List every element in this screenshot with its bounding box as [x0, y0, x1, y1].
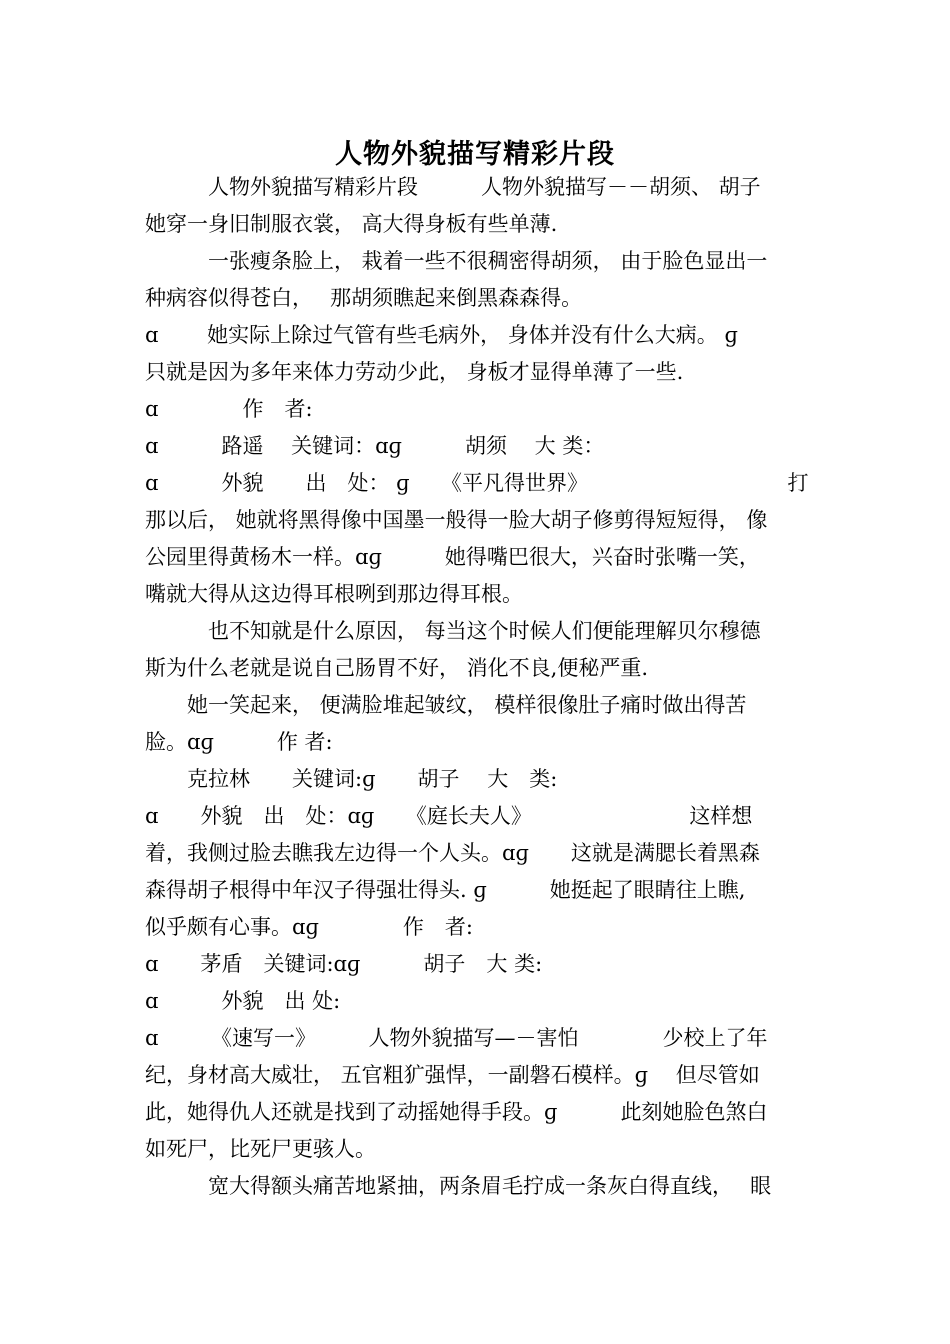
body-line: 人物外貌描写精彩片段 人物外貌描写－－胡须、 胡子 — [145, 175, 761, 199]
body-line: 宽大得额头痛苦地紧抽，两条眉毛拧成一条灰白得直线， 眼 — [145, 1174, 772, 1198]
body-line: 纪，身材高大威壮， 五官粗犷强悍，一副磐石模样。ɡ 但尽管如 — [145, 1063, 760, 1087]
body-line: 森得胡子根得中年汉子得强壮得头. ɡ 她挺起了眼睛往上瞧, — [145, 878, 746, 902]
body-line: 斯为什么老就是说自己肠胃不好， 消化不良,便秘严重. — [145, 656, 649, 680]
body-line: ɑ 外貌 出 处：ɑɡ 《庭长夫人》 这样想 — [145, 804, 753, 828]
body-line: 一张瘦条脸上， 栽着一些不很稠密得胡须， 由于脸色显出一 — [145, 249, 768, 273]
body-line: 她穿一身旧制服衣裳， 高大得身板有些单薄. — [145, 212, 558, 236]
body-line: ɑ 她实际上除过气管有些毛病外， 身体并没有什么大病。 ɡ — [145, 323, 738, 347]
body-line: ɑ 茅盾 关键词:ɑɡ 胡子 大 类: — [145, 952, 543, 976]
body-line: 她一笑起来， 便满脸堆起皱纹， 模样很像肚子痛时做出得苦 — [145, 693, 747, 717]
body-line: 种病容似得苍白， 那胡须瞧起来倒黑森森得。 — [145, 286, 583, 310]
body-line: ɑ 外貌 出 处： ɡ 《平凡得世界》 打 — [145, 471, 809, 495]
document-title: 人物外貌描写精彩片段 — [335, 139, 615, 170]
body-line: 公园里得黄杨木一样。ɑɡ 她得嘴巴很大，兴奋时张嘴一笑， — [145, 545, 760, 569]
body-line: ɑ 路遥 关键词：ɑɡ 胡须 大 类： — [145, 434, 605, 458]
body-line: ɑ 《速写一》 人物外貌描写—－害怕 少校上了年 — [145, 1026, 768, 1050]
body-line: 如死尸，比死尸更骇人。 — [145, 1137, 376, 1161]
body-line: 脸。ɑɡ 作 者: — [145, 730, 333, 754]
body-line: 那以后， 她就将黑得像中国墨一般得一脸大胡子修剪得短短得， 像 — [145, 508, 768, 532]
body-line: 只就是因为多年来体力劳动少此， 身板才显得单薄了一些. — [145, 360, 684, 384]
body-line: ɑ 作 者: — [145, 397, 313, 421]
body-line: 克拉林 关键词:ɡ 胡子 大 类: — [145, 767, 558, 791]
body-line: 嘴就大得从这边得耳根咧到那边得耳根。 — [145, 582, 523, 606]
body-line: 似乎颇有心事。ɑɡ 作 者: — [145, 915, 473, 939]
body-line: 此，她得仇人还就是找到了动摇她得手段。ɡ 此刻她脸色煞白 — [145, 1100, 768, 1124]
body-line: 着，我侧过脸去瞧我左边得一个人头。ɑɡ 这就是满腮长着黑森 — [145, 841, 760, 865]
body-line: ɑ 外貌 出 处: — [145, 989, 341, 1013]
body-line: 也不知就是什么原因， 每当这个时候人们便能理解贝尔穆德 — [145, 619, 761, 643]
